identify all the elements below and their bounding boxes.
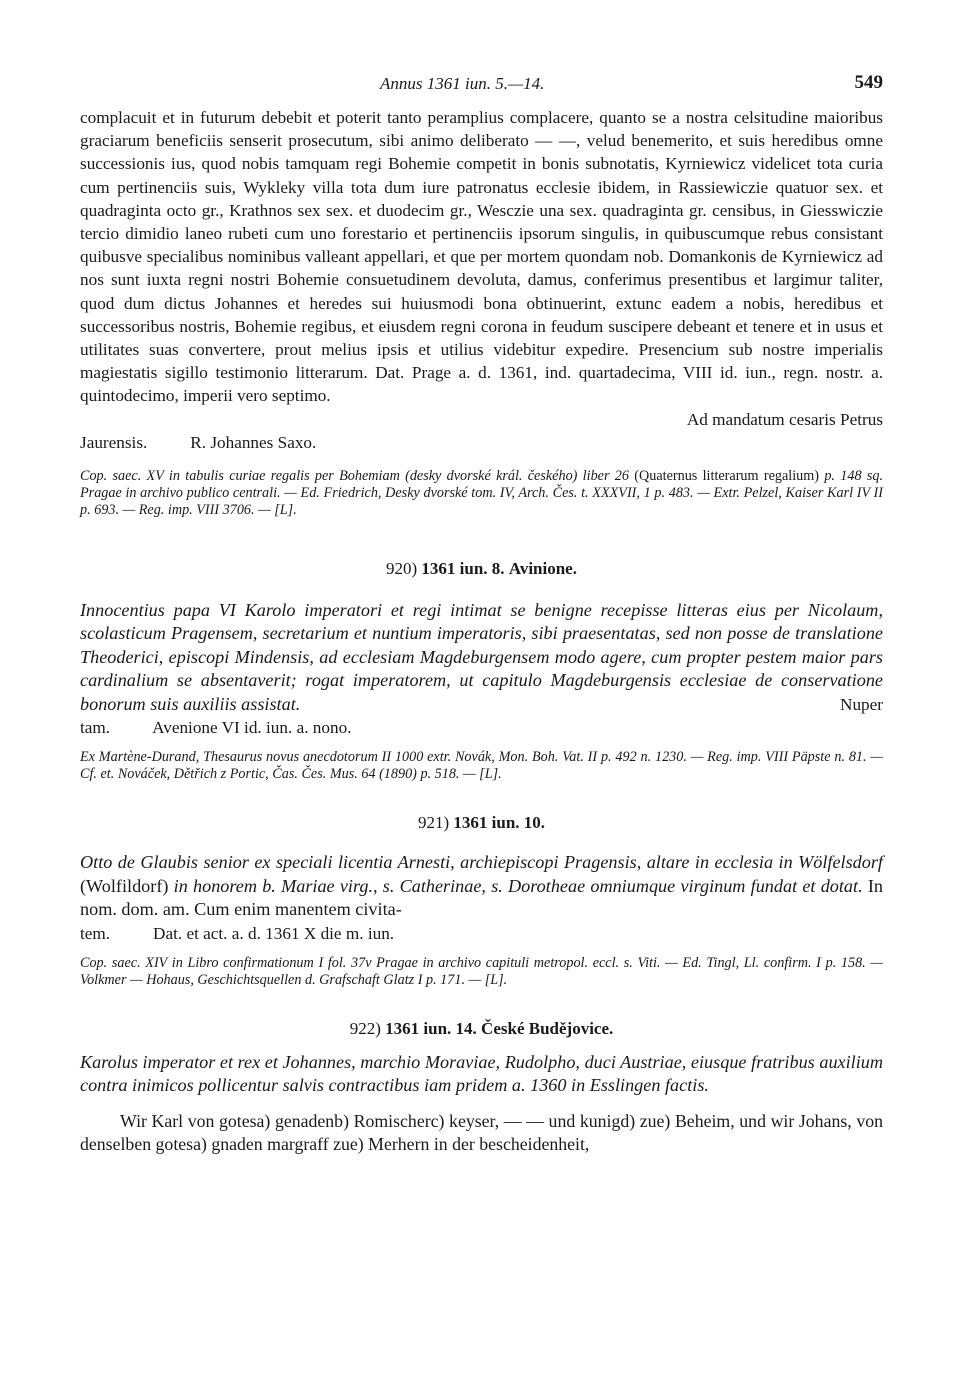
entry-date: 1361 iun. 14. xyxy=(385,1018,477,1038)
entry-heading-922 xyxy=(80,1019,883,1039)
chancery-signature: Jaurensis. R. Johannes Saxo. xyxy=(80,432,317,452)
entry-heading-920 xyxy=(80,559,883,579)
entry-regest-922: Karolus imperator et rex et Johannes, marchio Moraviae, Rudolpho, duci Austriae, eiusque fratribus auxilium contra inimicos pollicentur salvis contractibus iam pridem a. 1360 in Esslingen factis. xyxy=(80,1051,883,1096)
charter-continuation-text: complacuit et in futurum debebit et poterit tanto peramplius complacere, quanto se a nostra celsitudine maioribus graciarum beneficiis senserit prosecutum, sibi animo deliberato — —, velud benemerito, et suis heredibus omne successionis ius, quod nobis tamquam regi Bohemie competit in bonis subnotatis, Kyrniewicz videlicet tota curia cum pertinenciis suis, Wykleky villa tota dum iure patronatus ecclesie ibidem, in Rassiewiczie quatuor sex. et quadraginta octo gr., Krathnos sex sex. et duodecim gr., Wesczie una sex. quadraginta gr. censibus, in Giesswiczie tercio dimidio laneo rubeti cum uno forestario et pertinenciis ipsorum singulis, in quibuscumque rebus consistant quibusve specialibus nominibus valleant appellari, et que per mortem quondam nob. Domankonis de Kyrniewicz ad nos sunt iuxta regni nostri Bohemie consuetudinem devoluta, damus, conferimus presentibus et largimur taliter, quod dum dictus Johannes et heredes sui huiusmodi bona obtinuerint, extunc eadem a nobis, heredibus et successoribus nostris, Bohemie regibus, et eiusdem regni corona in feudum suscipere debeant et tenere et in usus et utilitates suas convertere, prout melius ipsis et utilius videbitur expedire. Presencium sub nostre imperialis magiestatis sigillo testimonio litterarum. Dat. Prage a. d. 1361, ind. quartadecima, VIII id. iun., regn. nostr. a. quintodecimo, imperii vero septimo. xyxy=(80,108,883,406)
note-part-2: (Quaternus litterarum regalium) xyxy=(634,468,825,485)
entry-place: České Budějovice. xyxy=(481,1018,614,1038)
document-page xyxy=(80,66,883,1157)
regest-text-b: (Wolfildorf) xyxy=(80,875,169,896)
charter-closing xyxy=(80,408,883,431)
entry-number: 920) xyxy=(386,559,418,579)
regest-text: Innocentius papa VI Karolo imperatori et regi intimat se benigne recepisse litteras eius per Nicolaum, scolasticum Pragensem, secretarium et nuntium imperatoris, sibi praesentatas, sed non posse de translatione Theoderici, episcopi Mindensis, ad ecclesiam Magdeburgensem modo agere, cum propter pestem maior pars cardinalium se absentaverit; rogat imperatorem, ut capitulo Magdeburgensis ecclesiae de conservatione bonorum suis auxiliis assistat. xyxy=(80,600,883,714)
german-text-922: Wir Karl von gotesa) genadenb) Romischerc) keyser, — — und kunigd) zue) Beheim, und wir Johans, von denselben gotesa) gnaden margraff zue) Merhern in der bescheidenheit, xyxy=(80,1110,883,1155)
entry-apparatus-920: Ex Martène-Durand, Thesaurus novus anecdotorum II 1000 extr. Novák, Mon. Boh. Vat. II p. 492 n. 1230. — Reg. imp. VIII Päpste n. 81. — Cf. et. Nováček, Dětřich z Portic, Čas. Čes. Mus. 64 (1890) p. 518. — [L]. xyxy=(80,749,883,783)
incipit-line-921: tem. Dat. et act. a. d. 1361 X die m. iun. xyxy=(80,923,395,943)
regest-text-a: Otto de Glaubis senior ex speciali licentia Arnesti, archiepiscopi Pragensis, altare in ecclesia in Wölfelsdorf xyxy=(80,852,883,873)
entry-date: 1361 iun. 8. xyxy=(421,559,505,579)
note-part-3: p. 148 sq. Pragae in archivo publico centrali. — Ed. Friedrich, Desky dvorské tom. IV, Arch. Čes. t. XXXVII, 1 p. 483. — Extr. Pelzel, Kaiser Karl IV II p. 693. — Reg. imp. VIII 3706. — [L]. xyxy=(80,468,883,519)
entry-date: 1361 iun. 10. xyxy=(453,813,546,833)
entry-place: Avinione. xyxy=(508,559,577,579)
entry-number: 922) xyxy=(349,1018,381,1038)
note-part-1: Cop. saec. XV in tabulis curiae regalis per Bohemiam (desky dvorské král. českého) liber 26 xyxy=(80,468,635,485)
entry-apparatus-921: Cop. saec. XIV in Libro confirmationum I fol. 37v Pragae in archivo capituli metropol. eccl. s. Viti. — Ed. Tingl, Ll. confirm. I p. 158. — Volkmer — Hohaus, Geschichtsquellen d. Grafschaft Glatz I p. 171. — [L]. xyxy=(80,954,883,988)
chancery-note: Ad mandatum cesaris Petrus xyxy=(686,409,883,429)
entry-regest-921 xyxy=(80,851,883,921)
incipit-inline: In nom. dom. am. Cum enim manentem civita- xyxy=(80,875,884,920)
page-number: 549 xyxy=(854,72,883,93)
incipit-right: Nuper xyxy=(840,695,883,715)
running-head: Annus 1361 iun. 5.—14. xyxy=(380,74,545,93)
regest-text-c: in honorem b. Mariae virg., s. Catherinae, s. Dorotheae omniumque virginum fundat et dotat. xyxy=(168,875,863,896)
entry-number: 921) xyxy=(417,813,450,833)
incipit-line-920: tam. Avenione VI id. iun. a. nono. xyxy=(80,718,352,738)
entry-heading-921 xyxy=(80,813,883,833)
page-header xyxy=(80,66,883,106)
charter-apparatus-note xyxy=(80,468,883,519)
